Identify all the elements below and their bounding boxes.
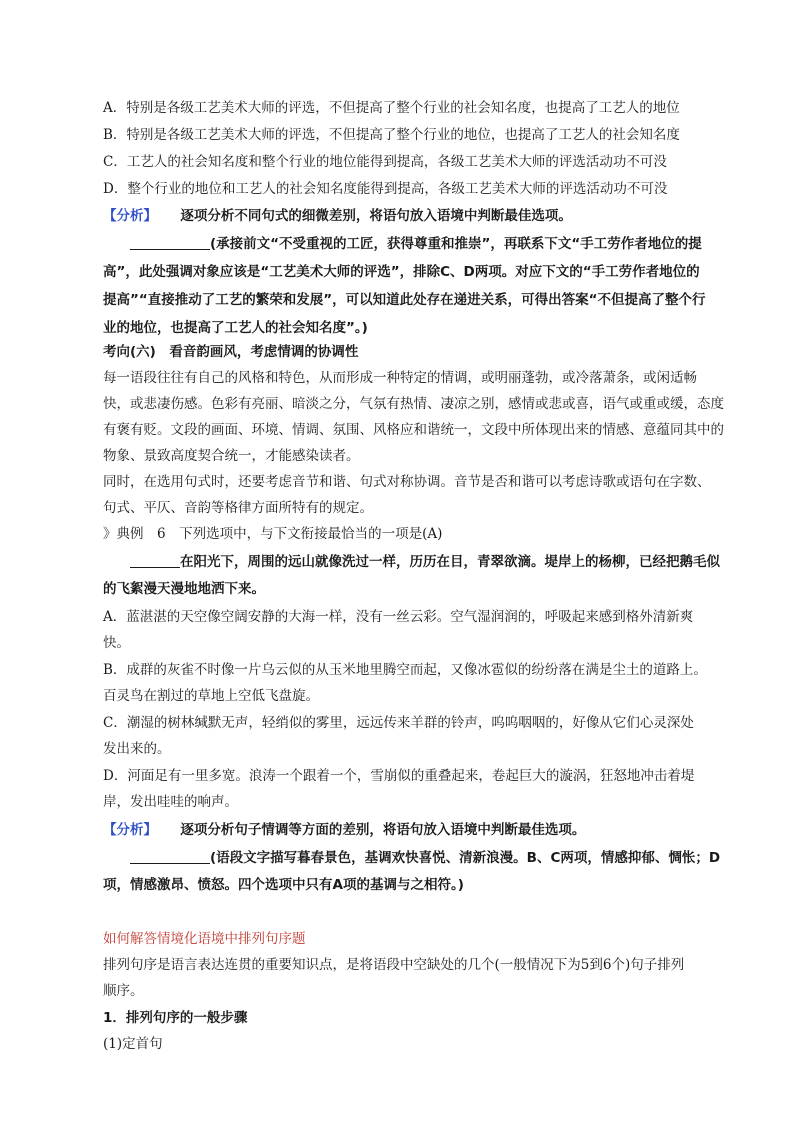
step-heading: 1．排列句序的一般步骤 bbox=[103, 1010, 248, 1026]
section-heading: 考向(六) 看音韵画风，考虑情调的协调性 bbox=[103, 344, 359, 360]
example-heading: 》典例 6 下列选项中，与下文衔接最恰当的一项是(A) bbox=[103, 526, 443, 542]
paragraph-line: 顺序。 bbox=[103, 983, 144, 999]
option-a-cont: 快。 bbox=[103, 635, 130, 651]
step-item: (1)定首句 bbox=[103, 1036, 163, 1052]
question-line: 的飞絮漫天漫地地洒下来。 bbox=[103, 581, 265, 597]
analysis-tag: 【分析】 bbox=[103, 208, 157, 224]
paragraph-line: 同时，在选用句式时，还要考虑音节和谐、句式对称协调。音节是否和谐可以考虑诗歌或语句在字数、 bbox=[103, 474, 711, 490]
option-c: C．工艺人的社会知名度和整个行业的地位能得到提高，各级工艺美术大师的评选活动功不可没 bbox=[103, 154, 667, 170]
option-c: C．潮湿的树林缄默无声，轻绡似的雾里，远远传来羊群的铃声，呜呜咽咽的，好像从它们心灵深处 bbox=[103, 715, 694, 731]
paragraph-line: 每一语段往往有自己的风格和特色，从而形成一种特定的情调，或明丽蓬勃，或冷落萧条，或闲适畅 bbox=[103, 370, 697, 386]
option-a: A．特别是各级工艺美术大师的评选，不但提高了整个行业的社会知名度，也提高了工艺人的地位 bbox=[103, 100, 680, 116]
answer-blank bbox=[130, 850, 210, 864]
analysis-answer-line bbox=[130, 232, 702, 252]
question-blank bbox=[130, 554, 180, 568]
analysis-summary: 逐项分析不同句式的细微差别，将语句放入语境中判断最佳选项。 bbox=[180, 208, 572, 224]
option-d: D．河面足有一里多宽。浪涛一个跟着一个，雪崩似的重叠起来，卷起巨大的漩涡，狂怒地冲击着堤 bbox=[103, 768, 695, 784]
paragraph-line: 句式、平仄、音韵等格律方面所特有的规定。 bbox=[103, 500, 373, 516]
analysis-text: 提高”“直接推动了工艺的繁荣和发展”，可以知道此处存在递进关系，可得出答案“不但提高了整个行 bbox=[103, 292, 706, 308]
paragraph-line: 有褒有贬。文段的画面、环境、情调、氛围、风格应和谐统一，文段中所体现出来的情感、意蕴同其中的 bbox=[103, 422, 724, 438]
analysis-text: 业的地位，也提高了工艺人的社会知名度”。) bbox=[103, 320, 368, 336]
analysis-tag: 【分析】 bbox=[103, 822, 157, 838]
question-text: 在阳光下，周围的远山就像洗过一样，历历在目，青翠欲滴。堤岸上的杨柳，已经把鹅毛似 bbox=[180, 554, 720, 570]
section-title: 如何解答情境化语境中排列句序题 bbox=[103, 931, 306, 947]
option-b: B．特别是各级工艺美术大师的评选，不但提高了整个行业的地位，也提高了工艺人的社会知名度 bbox=[103, 127, 680, 143]
option-b: B．成群的灰雀不时像一片乌云似的从玉米地里腾空而起，又像冰雹似的纷纷落在满是尘土的道路上。 bbox=[103, 662, 707, 678]
analysis-block bbox=[103, 204, 572, 224]
option-d: D．整个行业的地位和工艺人的社会知名度能得到提高，各级工艺美术大师的评选活动功不可没 bbox=[103, 181, 668, 197]
paragraph-line: 排列句序是语言表达连贯的重要知识点，是将语段中空缺处的几个(一般情况下为5到6个)句子排列 bbox=[103, 957, 685, 973]
answer-blank bbox=[130, 236, 210, 250]
analysis-text: 项，情感激昂、愤怒。四个选项中只有A项的基调与之相符。) bbox=[103, 877, 464, 893]
analysis-text: (语段文字描写暮春景色，基调欢快喜悦、清新浪漫。B、C两项，情感抑郁、惆怅；D bbox=[210, 850, 721, 866]
paragraph-line: 快，或悲凄伤感。色彩有亮丽、暗淡之分，气氛有热情、凄凉之别，感情或悲或喜，语气或重或缓，态度 bbox=[103, 396, 724, 412]
option-a: A．蓝湛湛的天空像空阔安静的大海一样，没有一丝云彩。空气湿润润的，呼吸起来感到格外清新爽 bbox=[103, 609, 694, 625]
analysis-summary: 逐项分析句子情调等方面的差别，将语句放入语境中判断最佳选项。 bbox=[180, 822, 586, 838]
analysis-text: (承接前文“不受重视的工匠，获得尊重和推崇”，再联系下文“手工劳作者地位的提 bbox=[210, 236, 702, 252]
analysis-block bbox=[103, 818, 585, 838]
paragraph-line: 物象、景致高度契合统一，才能感染读者。 bbox=[103, 448, 360, 464]
option-d-cont: 岸，发出哇哇的响声。 bbox=[103, 794, 238, 810]
analysis-answer-line bbox=[130, 846, 720, 866]
option-b-cont: 百灵鸟在割过的草地上空低飞盘旋。 bbox=[103, 688, 319, 704]
analysis-text: 高”，此处强调对象应该是“工艺美术大师的评选”，排除C、D两项。对应下文的“手工劳作者地位的 bbox=[103, 264, 700, 280]
option-c-cont: 发出来的。 bbox=[103, 741, 171, 757]
question-line bbox=[130, 550, 720, 570]
